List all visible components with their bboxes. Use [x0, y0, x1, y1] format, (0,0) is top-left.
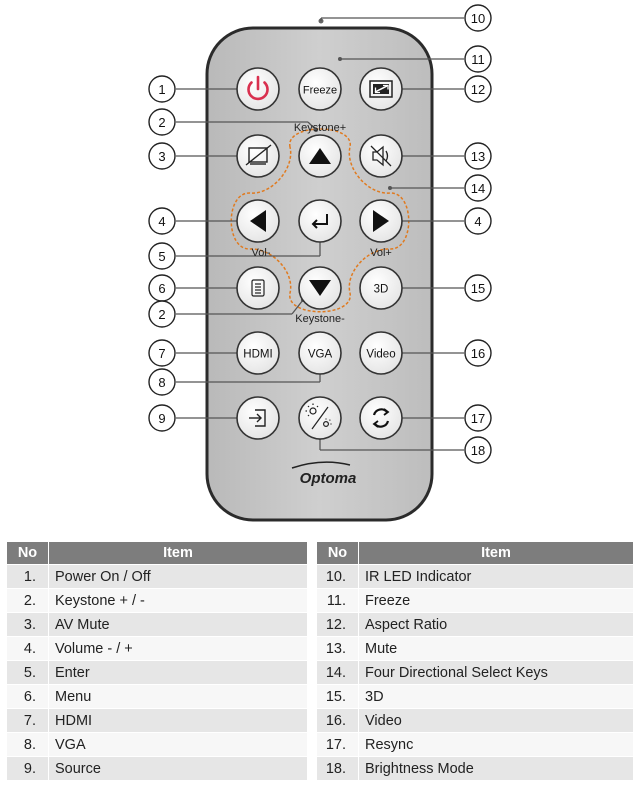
row-item: Enter: [49, 661, 308, 685]
row-number: 14.: [317, 661, 359, 685]
column-header-item: Item: [359, 542, 634, 565]
callout-11: [465, 46, 491, 72]
column-header-no: No: [7, 542, 49, 565]
callout-17: [465, 405, 491, 431]
svg-text:17: 17: [470, 411, 486, 426]
svg-text:11: 11: [471, 52, 485, 67]
row-item: Video: [359, 709, 634, 733]
table-row: [317, 661, 634, 685]
table-row: [317, 637, 634, 661]
vol-minus-label: Vol-: [251, 247, 271, 259]
row-number: 3.: [7, 613, 49, 637]
row-number: 9.: [7, 757, 49, 781]
callout-13: [465, 143, 491, 169]
svg-text:8: 8: [158, 375, 166, 390]
callout-6: [149, 275, 175, 301]
row-number: 13.: [317, 637, 359, 661]
table-row: [7, 565, 308, 589]
enter-button[interactable]: [299, 200, 341, 242]
video-label: Video: [366, 348, 396, 361]
svg-text:1: 1: [158, 82, 166, 97]
row-number: 5.: [7, 661, 49, 685]
row-number: 1.: [7, 565, 49, 589]
av-mute-button[interactable]: [237, 135, 279, 177]
svg-text:18: 18: [470, 443, 486, 458]
column-header-no: No: [317, 542, 359, 565]
row-item: Resync: [359, 733, 634, 757]
table-row: [7, 637, 308, 661]
svg-text:10: 10: [470, 11, 486, 26]
table-header-row: [7, 542, 308, 565]
row-item: HDMI: [49, 709, 308, 733]
row-item: Menu: [49, 685, 308, 709]
callout-4-vol-minus: [149, 208, 175, 234]
brand-logo-text: Optoma: [299, 470, 357, 487]
row-item: Four Directional Select Keys: [359, 661, 634, 685]
row-item: Keystone + / -: [49, 589, 308, 613]
callout-1: [149, 76, 175, 102]
table-row: [317, 589, 634, 613]
callout-9: [149, 405, 175, 431]
row-item: Freeze: [359, 589, 634, 613]
callout-7: [149, 340, 175, 366]
callout-3: [149, 143, 175, 169]
source-button[interactable]: [237, 397, 279, 439]
callout-14: [465, 175, 491, 201]
3d-button[interactable]: [360, 267, 402, 309]
row-item: Source: [49, 757, 308, 781]
table-row: [317, 685, 634, 709]
row-item: 3D: [359, 685, 634, 709]
brightness-button[interactable]: [299, 397, 341, 439]
3d-label: 3D: [373, 283, 389, 296]
svg-text:4: 4: [158, 214, 166, 229]
callout-18: [465, 437, 491, 463]
callout-16: [465, 340, 491, 366]
table-header-row: [317, 542, 634, 565]
svg-text:3: 3: [158, 149, 166, 164]
row-item: VGA: [49, 733, 308, 757]
table-row: [7, 709, 308, 733]
row-item: Power On / Off: [49, 565, 308, 589]
row-number: 10.: [317, 565, 359, 589]
table-row: [7, 613, 308, 637]
table-row: [7, 733, 308, 757]
table-row: [317, 757, 634, 781]
video-button[interactable]: [360, 332, 402, 374]
freeze-label: Freeze: [302, 84, 338, 97]
volume-right-button[interactable]: [360, 200, 402, 242]
row-number: 12.: [317, 613, 359, 637]
row-item: Mute: [359, 637, 634, 661]
vga-label: VGA: [307, 348, 333, 361]
row-number: 16.: [317, 709, 359, 733]
table-row: [7, 589, 308, 613]
legend-table-left: [6, 541, 308, 781]
callout-5: [149, 243, 175, 269]
mute-button[interactable]: [360, 135, 402, 177]
svg-text:7: 7: [158, 346, 166, 361]
table-row: [317, 613, 634, 637]
svg-text:16: 16: [470, 346, 486, 361]
keystone-up-button[interactable]: [299, 135, 341, 177]
row-item: IR LED Indicator: [359, 565, 634, 589]
keystone-plus-label: Keystone+: [293, 122, 347, 134]
table-row: [317, 709, 634, 733]
row-number: 4.: [7, 637, 49, 661]
svg-text:12: 12: [470, 82, 486, 97]
row-number: 17.: [317, 733, 359, 757]
row-number: 6.: [7, 685, 49, 709]
table-row: [317, 733, 634, 757]
volume-left-button[interactable]: [237, 200, 279, 242]
table-row: [7, 661, 308, 685]
keystone-down-button[interactable]: [299, 267, 341, 309]
row-item: AV Mute: [49, 613, 308, 637]
row-number: 8.: [7, 733, 49, 757]
callout-8: [149, 369, 175, 395]
callout-4-vol-plus: [465, 208, 491, 234]
row-number: 11.: [317, 589, 359, 613]
svg-text:9: 9: [158, 411, 166, 426]
table-row: [317, 565, 634, 589]
row-item: Aspect Ratio: [359, 613, 634, 637]
power-button[interactable]: [237, 68, 279, 110]
freeze-button[interactable]: [299, 68, 341, 110]
column-header-item: Item: [49, 542, 308, 565]
svg-text:14: 14: [470, 181, 486, 196]
keystone-minus-label: Keystone-: [295, 313, 345, 325]
vol-plus-label: Vol+: [370, 247, 392, 259]
hdmi-button[interactable]: [237, 332, 279, 374]
row-item: Volume - / +: [49, 637, 308, 661]
resync-button[interactable]: [360, 397, 402, 439]
menu-button[interactable]: [237, 267, 279, 309]
aspect-ratio-button[interactable]: [360, 68, 402, 110]
row-number: 15.: [317, 685, 359, 709]
svg-text:6: 6: [158, 281, 166, 296]
svg-text:2: 2: [158, 115, 166, 130]
hdmi-label: HDMI: [243, 348, 273, 361]
callout-2-keystone-plus: [149, 109, 175, 135]
row-number: 2.: [7, 589, 49, 613]
row-item: Brightness Mode: [359, 757, 634, 781]
svg-text:4: 4: [474, 214, 482, 229]
svg-text:15: 15: [470, 281, 486, 296]
vga-button[interactable]: [299, 332, 341, 374]
table-row: [7, 685, 308, 709]
svg-text:13: 13: [470, 149, 486, 164]
svg-text:5: 5: [158, 249, 166, 264]
callout-15: [465, 275, 491, 301]
row-number: 18.: [317, 757, 359, 781]
callout-10: [465, 5, 491, 31]
legend-table-right: [316, 541, 634, 781]
callout-2-keystone-minus: [149, 301, 175, 327]
callout-12: [465, 76, 491, 102]
row-number: 7.: [7, 709, 49, 733]
table-row: [7, 757, 308, 781]
svg-text:2: 2: [158, 307, 166, 322]
